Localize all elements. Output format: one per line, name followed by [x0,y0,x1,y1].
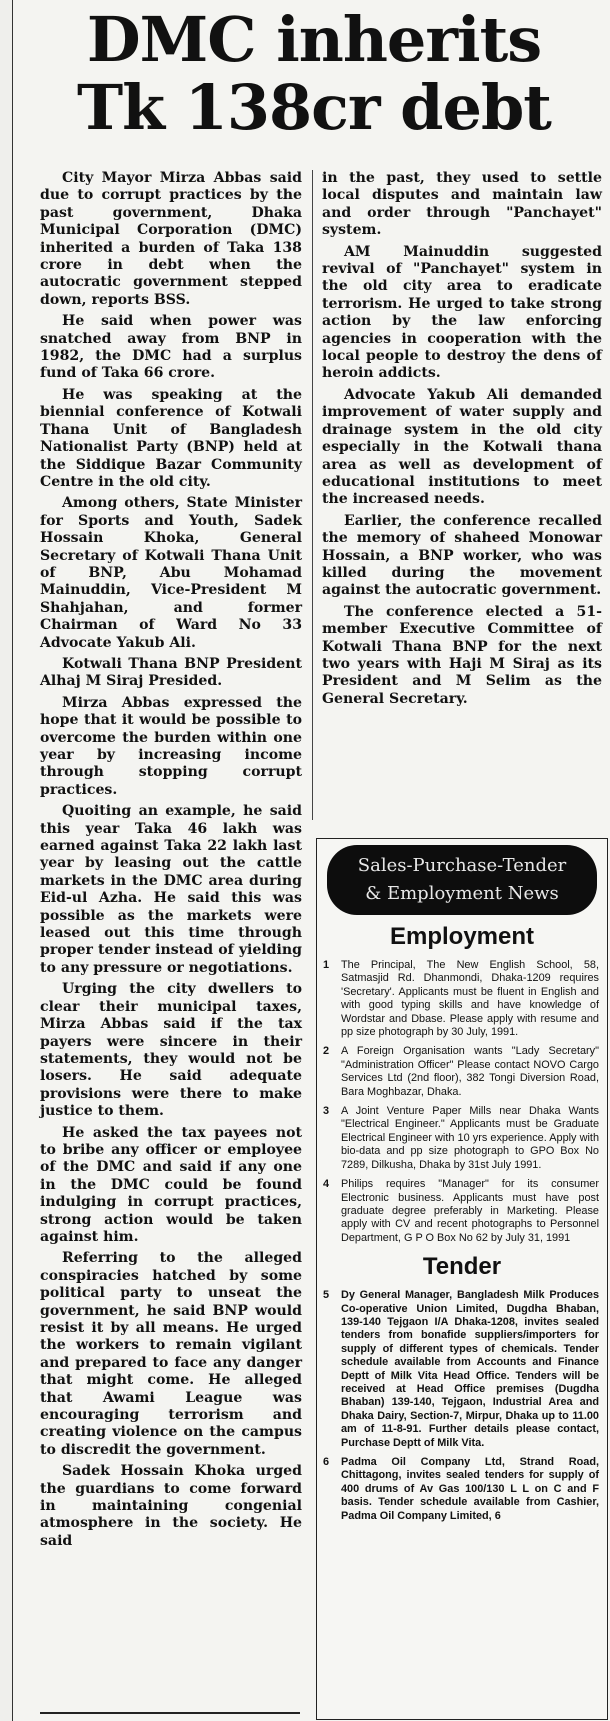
article-paragraph: Sadek Hossain Khoka urged the guardians to come forward in maintaining congenial atmosphere in the society. He said [40,1463,302,1549]
column-divider [312,170,313,820]
article-paragraph: He was speaking at the biennial conference of Kotwali Thana Unit of Bangladesh Nationalist Party (BNP) held at the Siddique Bazar Community Centre in the old city. [40,386,302,490]
listing-text: The Principal, The New English School, 58, Satmasjid Rd. Dhanmondi, Dhaka-1209 requires 'Secretary'. Applicants must be fluent in English and with good typing skills and have knowledge of Wordstar and Dbase. Please apply with resume and pp size photograph by 30 July, 1991. [341,959,599,1039]
listing-item [317,1289,607,1450]
article-paragraph: Quoiting an example, he said this year Taka 46 lakh was earned against Taka 22 lakh last year by leasing out the cattle markets in the DMC area during Eid-ul Azha. He said this was possible as the markets were leased out this time through proper tender instead of yielding to any pressure or negotiations. [40,803,302,976]
listing-item [317,1456,607,1523]
article-paragraph: Among others, State Minister for Sports and Youth, Sadek Hossain Khoka, General Secretary of Kotwali Thana Unit of BNP, Abu Mohamad Mainuddin, Vice-President M Shahjahan, and former Chairman of Ward No 33 Advocate Yakub Ali. [40,495,302,651]
article-paragraph: Kotwali Thana BNP President Alhaj M Siraj Presided. [40,655,302,690]
article-left-column [40,170,302,1554]
article-paragraph: AM Mainuddin suggested revival of "Panchayet" system in the old city area to eradicate terrorism. He urged to take strong action by the law enforcing agencies in cooperation with the local people to destroy the dens of heroin addicts. [322,243,602,382]
article-paragraph-continued: in the past, they used to settle local disputes and maintain law and order through "Panchayet" system. [322,170,602,239]
classifieds-banner [327,845,597,915]
article-paragraph: City Mayor Mirza Abbas said due to corrupt practices by the past government, Dhaka Municipal Corporation (DMC) inherited a burden of Taka 138 crore in debt when the autocratic government stepped down, reports BSS. [40,170,302,308]
article-paragraph: He said when power was snatched away from BNP in 1982, the DMC had a surplus fund of Taka 66 crore. [40,313,302,382]
employment-heading: Employment [389,923,535,950]
article-paragraph: He asked the tax payees not to bribe any officer or employee of the DMC and said if any one in the DMC could be found indulging in corrupt practices, strong action would be taken against him. [40,1124,302,1245]
article-right-column [322,170,602,712]
listing-number: 4 [323,1178,330,1191]
banner-line-1: Sales-Purchase-Tender [357,855,567,876]
bottom-rule [40,1712,300,1714]
banner-line-2: & Employment News [365,883,559,904]
article-paragraph: The conference elected a 51-member Executive Committee of Kotwali Thana BNP for the next two years with Haji M Siraj as its President and M Selim as the General Secretary. [322,603,602,707]
article-paragraph: Referring to the alleged conspiracies hatched by some political party to unseat the government, he said BNP would resist it by all means. He urged the workers to remain vigilant and prepared to face any danger that might come. He alleged that Awami League was encouraging terrorism and creating violence on the campus to discredit the government. [40,1250,302,1458]
listing-item [317,1105,607,1172]
listing-text: A Joint Venture Paper Mills near Dhaka Wants "Electrical Engineer." Applicants must be Graduate Electrical Engineer with 10 yrs experience. Apply with bio-data and pp size photograph to GPO Box No 7289, Dilkusha, Dhaka by 31st July 1991. [341,1105,599,1171]
listing-number: 2 [323,1045,330,1058]
article-paragraph: Urging the city dwellers to clear their municipal taxes, Mirza Abbas said if the tax payers were sincere in their statements, they would not be losers. He said adequate provisions were there to make justice to them. [40,981,302,1120]
listing-text: Philips requires "Manager" for its consumer Electronic business. Applicants must have post graduate degree preferably in Marketing. Please apply with CV and recent photographs to Personnel Department, G P O Box No 62 by July 31, 1991 [341,1178,599,1244]
classifieds-box [316,838,608,1720]
listing-item [317,1178,607,1245]
listing-text: Dy General Manager, Bangladesh Milk Produces Co-operative Union Limited, Dugdha Bhaban, 139-140 Tejgaon I/A Dhaka-1208, invites sealed tenders from bonafide suppliers/importers for supply of different types of chemicals. Tender schedule available from Accounts and Finance Deptt of Milk Vita Head Office. Tenders will be received at Head Office premises (Dugdha Bhaban) 139-140, Tejgaon, Industrial Area and Dhaka Dairy, Section-7, Mirpur, Dhaka up to 11.00 am of 11-8-91. Further details please contact, Purchase Deptt of Milk Vita. [341,1289,599,1449]
article-paragraph: Earlier, the conference recalled the memory of shaheed Monowar Hossain, a BNP worker, who was killed during the movement against the autocratic government. [322,512,602,599]
listing-item [317,1045,607,1099]
tender-heading: Tender [422,1253,502,1281]
listing-number: 6 [323,1456,330,1468]
article-paragraph: Advocate Yakub Ali demanded improvement of water supply and drainage system in the old city especially in the Kotwali thana area as well as development of educational institutions to meet the increased needs. [322,386,602,508]
headline-line-2: Tk 138cr debt [77,71,551,144]
headline-line-1: DMC inherits [86,3,542,76]
adjacent-page-edge [0,0,13,1721]
listing-number: 3 [323,1105,330,1118]
headline [18,3,610,144]
listing-number: 5 [323,1289,330,1302]
listing-text: A Foreign Organisation wants "Lady Secretary" "Administration Officer" Please contact NOVO Cargo Services Ltd (2nd floor), 382 Tongi Diversion Road, Bara Moghbazar, Dhaka. [341,1045,599,1098]
listing-item [317,959,607,1039]
article-paragraph: Mirza Abbas expressed the hope that it would be possible to overcome the burden within one year by increasing income through stopping corrupt practices. [40,694,302,798]
listing-number: 1 [323,959,330,971]
listing-text: Padma Oil Company Ltd, Strand Road, Chittagong, invites sealed tenders for supply of 400 drums of Av Gas 100/130 L L on C and F basis. Tender schedule available from Cashier, Padma Oil Company Limited, 6 [341,1456,599,1522]
